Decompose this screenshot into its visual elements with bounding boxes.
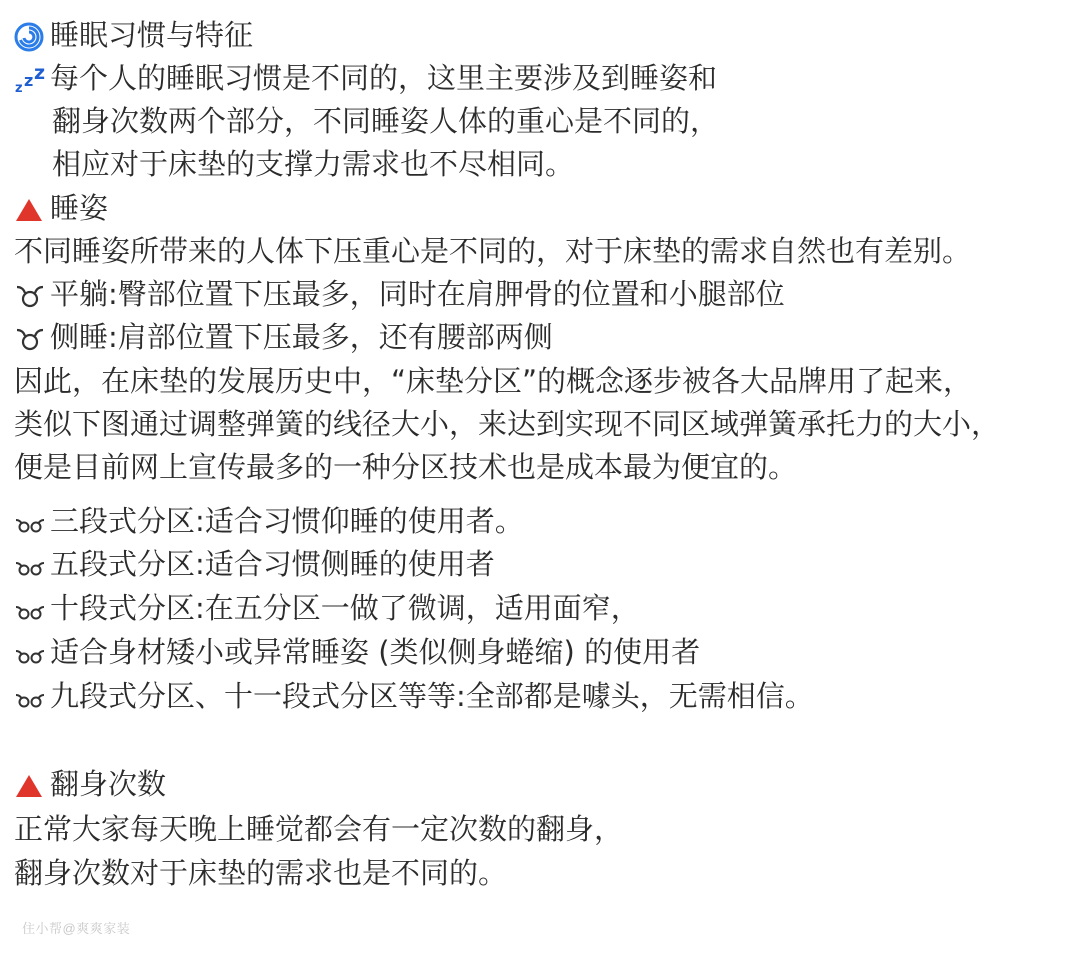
line-text: 适合身材矮小或异常睡姿 (类似侧身蜷缩) 的使用者 bbox=[50, 635, 701, 669]
line-text: 平躺:臀部位置下压最多，同时在肩胛骨的位置和小腿部位 bbox=[50, 277, 785, 311]
paragraph-line bbox=[14, 360, 1080, 403]
paragraph-line bbox=[52, 143, 1080, 186]
list-item bbox=[14, 631, 1080, 674]
line-text: 侧睡:肩部位置下压最多，还有腰部两侧 bbox=[50, 320, 553, 354]
line-text: 睡姿 bbox=[50, 191, 109, 225]
paragraph-line bbox=[14, 230, 1080, 273]
paragraph-line bbox=[14, 446, 1080, 489]
double-loop-icon bbox=[14, 543, 50, 586]
section-title-sleep-habits bbox=[14, 14, 1080, 57]
taurus-icon bbox=[14, 316, 50, 359]
paragraph-line bbox=[14, 808, 1080, 851]
list-item bbox=[14, 543, 1080, 586]
line-text: 十段式分区:在五分区一做了微调，适用面窄， bbox=[50, 591, 640, 625]
list-item bbox=[14, 587, 1080, 630]
line-text: 翻身次数对于床垫的需求也是不同的。 bbox=[14, 856, 508, 890]
list-item bbox=[14, 675, 1080, 718]
line-text: 相应对于床垫的支撑力需求也不尽相同。 bbox=[52, 147, 575, 181]
taurus-icon bbox=[14, 273, 50, 316]
double-loop-icon bbox=[14, 500, 50, 543]
svg-text:z: z bbox=[24, 71, 34, 90]
line-text: 睡眠习惯与特征 bbox=[50, 18, 254, 52]
line-text: 不同睡姿所带来的人体下压重心是不同的，对于床垫的需求自然也有差别。 bbox=[14, 234, 972, 268]
double-loop-icon bbox=[14, 631, 50, 674]
double-loop-icon bbox=[14, 587, 50, 630]
list-item bbox=[14, 500, 1080, 543]
list-item bbox=[14, 316, 1080, 359]
svg-text:z: z bbox=[34, 64, 46, 84]
line-text: 九段式分区、十一段式分区等等:全部都是噱头，无需相信。 bbox=[50, 679, 814, 713]
svg-text:z: z bbox=[15, 81, 23, 96]
list-item bbox=[14, 273, 1080, 316]
line-text: 类似下图通过调整弹簧的线径大小，来达到实现不同区域弹簧承托力的大小， bbox=[14, 407, 1001, 441]
double-loop-icon bbox=[14, 675, 50, 718]
line-text: 五段式分区:适合习惯侧睡的使用者 bbox=[50, 547, 495, 581]
cyclone-icon bbox=[14, 14, 50, 57]
line-text: 因此，在床垫的发展历史中，“床垫分区”的概念逐步被各大品牌用了起来， bbox=[14, 364, 973, 398]
red-triangle-icon bbox=[14, 187, 50, 230]
line-text: 翻身次数两个部分，不同睡姿人体的重心是不同的， bbox=[52, 104, 720, 138]
line-text: 三段式分区:适合习惯仰睡的使用者。 bbox=[50, 504, 524, 538]
paragraph-line bbox=[14, 852, 1080, 895]
section-heading-sleep-posture bbox=[14, 187, 1080, 230]
paragraph-line bbox=[52, 100, 1080, 143]
zzz-icon bbox=[14, 57, 50, 100]
line-text: 翻身次数 bbox=[50, 767, 167, 801]
line-text: 便是目前网上宣传最多的一种分区技术也是成本最为便宜的。 bbox=[14, 450, 798, 484]
paragraph-line bbox=[14, 57, 1080, 100]
line-text: 每个人的睡眠习惯是不同的，这里主要涉及到睡姿和 bbox=[50, 61, 718, 95]
paragraph-line bbox=[14, 403, 1080, 446]
section-heading-turnover-count bbox=[14, 763, 1080, 806]
line-text: 正常大家每天晚上睡觉都会有一定次数的翻身， bbox=[14, 812, 624, 846]
red-triangle-icon bbox=[14, 763, 50, 806]
watermark: 住小帮@爽爽家装 bbox=[22, 921, 131, 936]
